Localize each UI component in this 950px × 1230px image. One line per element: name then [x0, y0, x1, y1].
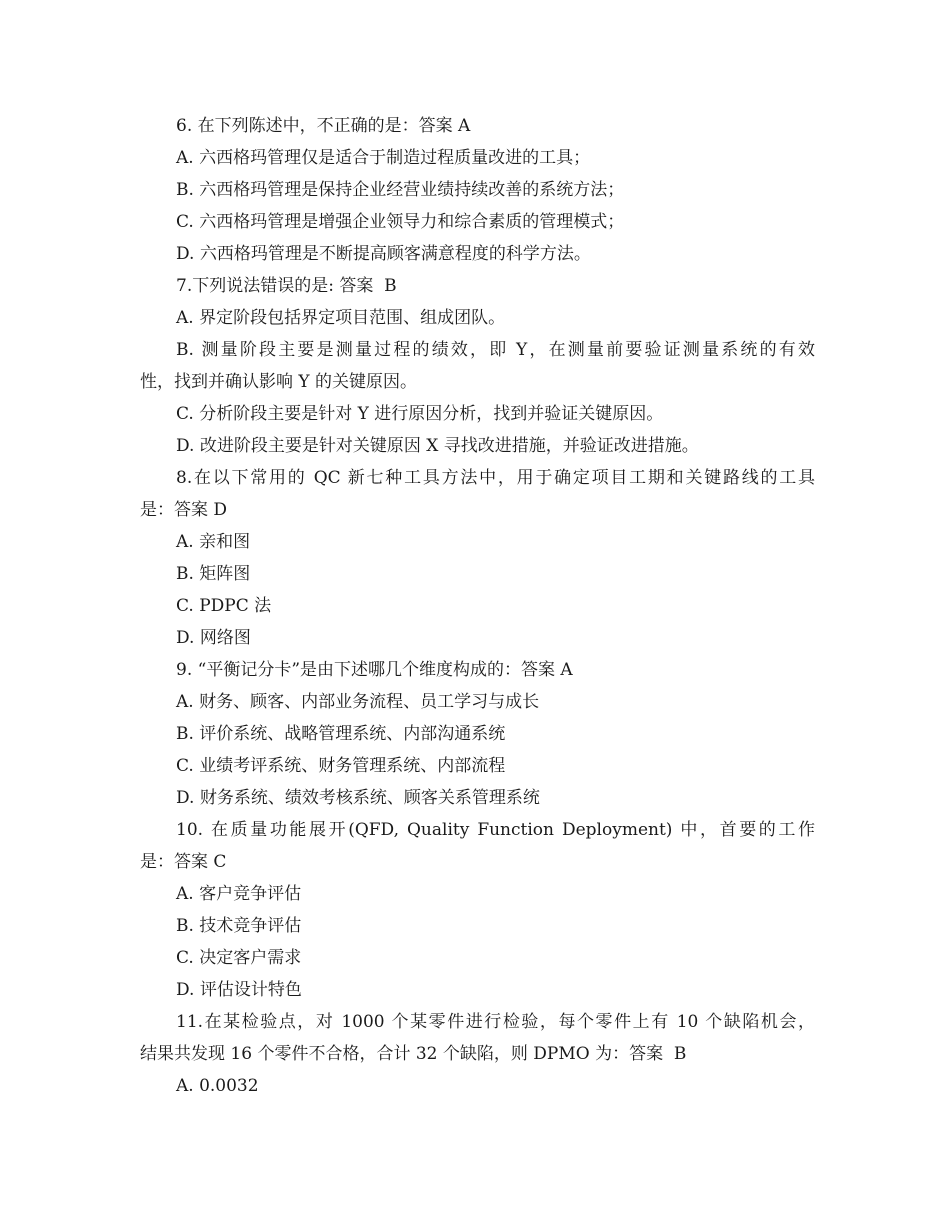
question-10-stem: 10. 在质量功能展开(QFD, Quality Function Deployment) 中，首要的工作	[176, 820, 815, 840]
question-6-stem: 6. 在下列陈述中，不正确的是：答案 A	[176, 116, 471, 136]
question-7-option-b-continued: 性，找到并确认影响 Y 的关键原因。	[140, 372, 418, 392]
question-9-option-b: B. 评价系统、战略管理系统、内部沟通系统	[176, 724, 506, 744]
question-6-option-b: B. 六西格玛管理是保持企业经营业绩持续改善的系统方法；	[176, 180, 625, 200]
question-8-stem-continued: 是：答案 D	[140, 500, 228, 520]
question-9-option-a: A. 财务、顾客、内部业务流程、员工学习与成长	[176, 692, 540, 712]
question-10-option-c: C. 决定客户需求	[176, 948, 302, 968]
question-9-option-d: D. 财务系统、绩效考核系统、顾客关系管理系统	[176, 788, 540, 808]
question-9-option-c: C. 业绩考评系统、财务管理系统、内部流程	[176, 756, 506, 776]
question-6-option-c: C. 六西格玛管理是增强企业领导力和综合素质的管理模式；	[176, 212, 625, 232]
question-7-option-c: C. 分析阶段主要是针对 Y 进行原因分析，找到并验证关键原因。	[176, 404, 664, 424]
question-10-option-a: A. 客户竞争评估	[176, 884, 302, 904]
question-8-stem: 8.在以下常用的 QC 新七种工具方法中，用于确定项目工期和关键路线的工具	[176, 468, 815, 488]
question-11-option-a: A. 0.0032	[176, 1076, 259, 1096]
question-6-option-a: A. 六西格玛管理仅是适合于制造过程质量改进的工具；	[176, 148, 591, 168]
question-8-option-b: B. 矩阵图	[176, 564, 251, 584]
question-10-option-b: B. 技术竞争评估	[176, 916, 302, 936]
question-8-option-c: C. PDPC 法	[176, 596, 272, 616]
question-7-option-d: D. 改进阶段主要是针对关键原因 X 寻找改进措施，并验证改进措施。	[176, 436, 699, 456]
question-7-option-b: B. 测量阶段主要是测量过程的绩效，即 Y，在测量前要验证测量系统的有效	[176, 340, 815, 360]
question-9-stem: 9. “平衡记分卡”是由下述哪几个维度构成的：答案 A	[176, 660, 573, 680]
question-8-option-d: D. 网络图	[176, 628, 251, 648]
question-7-option-a: A. 界定阶段包括界定项目范围、组成团队。	[176, 308, 506, 328]
question-10-option-d: D. 评估设计特色	[176, 980, 302, 1000]
question-10-stem-continued: 是：答案 C	[140, 852, 227, 872]
question-11-stem: 11.在某检验点，对 1000 个某零件进行检验，每个零件上有 10 个缺陷机会，	[176, 1012, 815, 1032]
question-list	[140, 110, 815, 1102]
question-11-stem-continued: 结果共发现 16 个零件不合格，合计 32 个缺陷，则 DPMO 为：答案 B	[140, 1044, 687, 1064]
question-7-stem: 7.下列说法错误的是: 答案 B	[176, 276, 397, 296]
question-6-option-d: D. 六西格玛管理是不断提高顾客满意程度的科学方法。	[176, 244, 591, 264]
question-8-option-a: A. 亲和图	[176, 532, 251, 552]
